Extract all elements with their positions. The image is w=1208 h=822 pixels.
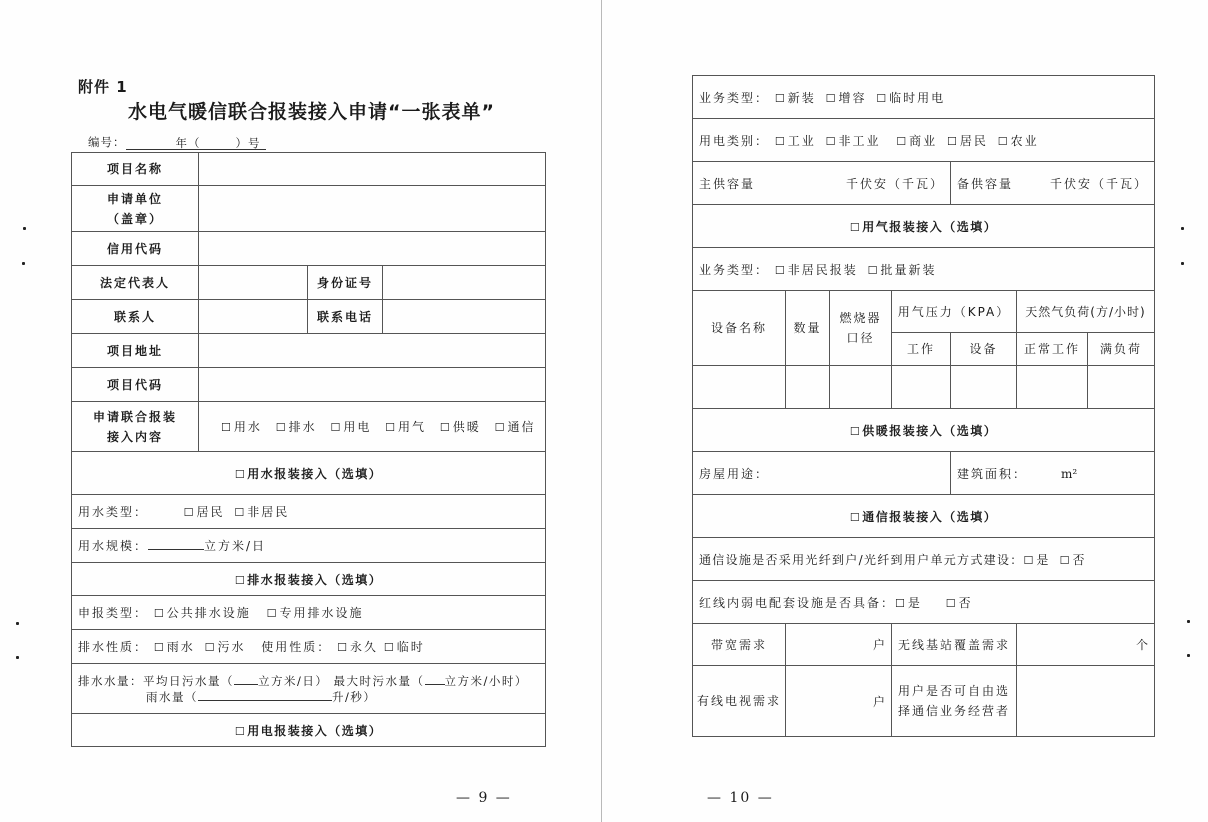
header-pressure-device: 设备 [951, 333, 1017, 366]
checkbox-icon: ☐ [385, 421, 398, 434]
drainage-nature-row [72, 630, 546, 664]
option-private-drainage[interactable]: ☐专用排水设施 [266, 606, 364, 620]
binding-mark [1181, 227, 1184, 230]
checkbox-icon: ☐ [774, 91, 787, 105]
drainage-volume-row: 排水水量：平均日污水量（ 立方米/日） 最大时污水量（ 立方米/小时） 雨水量（ 升/秒） [72, 664, 546, 714]
checkbox-icon: ☐ [234, 724, 247, 738]
page-left [0, 0, 601, 822]
header-burner-diameter: 燃烧器 口径 [830, 291, 892, 366]
option-new-install[interactable]: ☐新装 [774, 90, 816, 105]
credit-code-field[interactable] [199, 232, 546, 266]
application-form-page1 [71, 152, 546, 747]
checkbox-icon: ☐ [383, 641, 396, 654]
cable-tv-label: 有线电视需求 [693, 666, 786, 737]
checkbox-icon: ☐ [204, 641, 217, 654]
building-area-label: 建筑面积： [957, 466, 1028, 481]
checkbox-icon: ☐ [330, 421, 343, 434]
project-code-label: 项目代码 [72, 368, 199, 402]
checkbox-icon: ☐ [1023, 553, 1036, 567]
checkbox-icon: ☐ [825, 91, 838, 105]
quantity-cell[interactable] [786, 366, 830, 409]
header-device-name: 设备名称 [693, 291, 786, 366]
cable-tv-field[interactable] [786, 666, 892, 737]
binding-mark [16, 622, 19, 625]
weak-current-question-row: 红线内弱电配套设施是否具备：☐是 ☐否 [693, 581, 1155, 624]
drainage-volume-label: 排水水量： [78, 673, 143, 688]
contact-label: 联系人 [72, 300, 199, 334]
house-usage-cell[interactable] [693, 452, 951, 495]
option-agricultural[interactable]: ☐农业 [997, 133, 1039, 148]
joint-content-label: 申请联合报装 接入内容 [72, 402, 199, 452]
binding-mark [1181, 262, 1184, 265]
option-batch-new-install[interactable]: ☐批量新装 [867, 262, 937, 277]
checkbox-icon: ☐ [849, 510, 862, 524]
building-area-cell[interactable] [951, 452, 1155, 495]
application-form-page2 [692, 75, 1155, 737]
checkbox-icon: ☐ [183, 506, 196, 519]
wireless-coverage-field[interactable] [1017, 624, 1155, 666]
option-electricity[interactable]: ☐用电 [330, 420, 372, 434]
header-pressure-work: 工作 [892, 333, 951, 366]
applicant-unit-field[interactable] [199, 186, 546, 232]
checkbox-icon: ☐ [266, 607, 279, 620]
applicant-unit-label: 申请单位 （盖章） [72, 186, 199, 232]
pressure-device-cell[interactable] [951, 366, 1017, 409]
elec-business-type-row: 业务类型： ☐新装 ☐增容 ☐临时用电 [693, 76, 1155, 119]
option-commercial[interactable]: ☐商业 [896, 133, 938, 148]
backup-capacity-unit: 千伏安（千瓦） [1050, 176, 1149, 191]
drainage-section-header[interactable]: ☐排水报装接入（选填） [72, 563, 546, 596]
contact-phone-field[interactable] [383, 300, 546, 334]
id-number-label: 身份证号 [308, 266, 383, 300]
gas-business-type-row: 业务类型： ☐非居民报装 ☐批量新装 [693, 248, 1155, 291]
legal-rep-field[interactable] [199, 266, 308, 300]
telecom-section-header[interactable]: ☐通信报装接入（选填） [693, 495, 1155, 538]
checkbox-icon: ☐ [997, 134, 1010, 148]
page-number-9: — 9 — [456, 790, 512, 806]
serial-year-suffix: 年（ [175, 136, 201, 150]
option-capacity-increase[interactable]: ☐增容 [825, 90, 867, 105]
water-type-label: 用水类型： [78, 505, 149, 519]
project-code-field[interactable] [199, 368, 546, 402]
checkbox-icon: ☐ [337, 641, 349, 654]
checkbox-icon: ☐ [876, 91, 889, 105]
heating-section-header[interactable]: ☐供暖报装接入（选填） [693, 409, 1155, 452]
header-load-full: 满负荷 [1088, 333, 1155, 366]
free-choice-label: 用户是否可自由选 择通信业务经营者 [892, 666, 1017, 737]
page-number-10: — 10 — [707, 790, 774, 806]
household-unit: 户 [872, 638, 885, 652]
option-public-drainage[interactable]: ☐公共排水设施 [153, 606, 251, 620]
household-unit: 户 [872, 694, 885, 709]
project-address-label: 项目地址 [72, 334, 199, 368]
binding-mark [1187, 620, 1190, 623]
fiber-question-row: 通信设施是否采用光纤到户/光纤到用户单元方式建设：☐是 ☐否 [693, 538, 1155, 581]
avg-daily-sewage-field[interactable] [234, 673, 258, 685]
option-gas[interactable]: ☐用气 [385, 420, 427, 434]
area-unit: m² [1061, 466, 1078, 481]
legal-rep-label: 法定代表人 [72, 266, 199, 300]
checkbox-icon: ☐ [221, 421, 233, 434]
water-scale-row [72, 529, 546, 563]
device-name-cell[interactable] [693, 366, 786, 409]
checkbox-icon: ☐ [867, 263, 880, 277]
option-sewage[interactable]: ☐污水 [204, 640, 246, 654]
checkbox-icon: ☐ [774, 134, 787, 148]
checkbox-icon: ☐ [825, 134, 838, 148]
count-unit: 个 [1136, 638, 1149, 652]
checkbox-icon: ☐ [153, 641, 166, 654]
checkbox-icon: ☐ [947, 134, 959, 148]
project-name-label: 项目名称 [72, 153, 199, 186]
bandwidth-field[interactable] [786, 624, 892, 666]
drainage-report-type-row [72, 596, 546, 630]
backup-capacity-label: 备供容量 [957, 176, 1014, 191]
option-rainwater[interactable]: ☐雨水 [153, 640, 195, 654]
option-non-resident[interactable]: ☐非居民 [234, 505, 290, 519]
water-section-header[interactable]: ☐用水报装接入（选填） [72, 452, 546, 495]
checkbox-icon: ☐ [494, 421, 507, 434]
pressure-work-cell[interactable] [892, 366, 951, 409]
bandwidth-label: 带宽需求 [693, 624, 786, 666]
water-scale-unit: 立方米/日 [204, 539, 267, 553]
option-residential[interactable]: ☐居民 [947, 133, 988, 148]
option-permanent[interactable]: ☐永久 [337, 640, 379, 654]
free-choice-field[interactable] [1017, 666, 1155, 737]
max-hourly-sewage-field[interactable] [425, 673, 445, 685]
binding-mark [23, 227, 26, 230]
option-drainage[interactable]: ☐排水 [275, 420, 317, 434]
serial-number-line [88, 134, 266, 150]
option-non-industrial[interactable]: ☐非工业 [825, 133, 881, 148]
binding-mark [16, 656, 19, 659]
drainage-nature-label: 排水性质： [78, 640, 149, 654]
house-usage-label: 房屋用途： [699, 466, 770, 481]
contact-phone-label: 联系电话 [308, 300, 383, 334]
document-title: 水电气暖信联合报装接入申请“一张表单” [128, 101, 495, 123]
water-type-row [72, 495, 546, 529]
header-quantity: 数量 [786, 291, 830, 366]
checkbox-icon: ☐ [849, 424, 862, 438]
option-temporary[interactable]: ☐临时 [383, 640, 425, 654]
header-gas-pressure: 用气压力（KPA） [892, 291, 1017, 333]
contact-field[interactable] [199, 300, 308, 334]
checkbox-icon: ☐ [896, 134, 909, 148]
checkbox-icon: ☐ [234, 573, 247, 587]
attachment-label: 附件 1 [78, 78, 128, 96]
option-water[interactable]: ☐用水 [221, 420, 262, 434]
rainwater-volume-field[interactable] [198, 689, 332, 701]
joint-content-options [199, 402, 546, 452]
option-fiber-no[interactable]: ☐否 [1059, 552, 1087, 567]
usage-nature-label: 使用性质： [261, 640, 332, 654]
checkbox-icon: ☐ [153, 607, 166, 620]
burner-diameter-cell[interactable] [830, 366, 892, 409]
backup-capacity-cell[interactable] [951, 162, 1155, 205]
option-resident[interactable]: ☐居民 [183, 505, 225, 519]
main-capacity-cell[interactable] [693, 162, 951, 205]
serial-label: 编号： [88, 135, 126, 149]
header-gas-load: 天然气负荷(方/小时) [1017, 291, 1155, 333]
header-load-normal: 正常工作 [1017, 333, 1088, 366]
serial-field[interactable] [126, 135, 266, 150]
option-telecom[interactable]: ☐通信 [494, 420, 536, 434]
checkbox-icon: ☐ [1059, 553, 1072, 567]
gas-section-header[interactable]: ☐用气报装接入（选填） [693, 205, 1155, 248]
checkbox-icon: ☐ [234, 506, 247, 519]
checkbox-icon: ☐ [439, 421, 452, 434]
water-scale-label: 用水规模： [78, 539, 149, 553]
option-weak-current-yes[interactable]: ☐是 [895, 595, 922, 610]
checkbox-icon: ☐ [234, 467, 247, 481]
checkbox-icon: ☐ [774, 263, 787, 277]
electricity-section-header[interactable]: ☐用电报装接入（选填） [72, 714, 546, 747]
binding-mark [22, 262, 25, 265]
option-fiber-yes[interactable]: ☐是 [1023, 552, 1051, 567]
wireless-coverage-label: 无线基站覆盖需求 [892, 624, 1017, 666]
credit-code-label: 信用代码 [72, 232, 199, 266]
project-name-field[interactable] [199, 153, 546, 186]
elec-category-row: 用电类别： ☐工业 ☐非工业 ☐商业 ☐居民 ☐农业 [693, 119, 1155, 162]
report-type-label: 申报类型： [78, 606, 149, 620]
option-weak-current-no[interactable]: ☐否 [945, 595, 973, 610]
water-scale-field[interactable] [148, 538, 204, 550]
checkbox-icon: ☐ [895, 596, 907, 610]
load-normal-cell[interactable] [1017, 366, 1088, 409]
id-number-field[interactable] [383, 266, 546, 300]
option-industrial[interactable]: ☐工业 [774, 133, 816, 148]
load-full-cell[interactable] [1088, 366, 1155, 409]
main-capacity-label: 主供容量 [699, 176, 756, 191]
option-heating[interactable]: ☐供暖 [439, 420, 481, 434]
project-address-field[interactable] [199, 334, 546, 368]
checkbox-icon: ☐ [849, 220, 862, 234]
binding-mark [1187, 654, 1190, 657]
main-capacity-unit: 千伏安（千瓦） [845, 176, 944, 191]
option-temporary-power[interactable]: ☐临时用电 [876, 90, 946, 105]
checkbox-icon: ☐ [275, 421, 288, 434]
option-non-resident-gas[interactable]: ☐非居民报装 [774, 262, 858, 277]
serial-close: ）号 [235, 136, 261, 150]
checkbox-icon: ☐ [945, 596, 958, 610]
